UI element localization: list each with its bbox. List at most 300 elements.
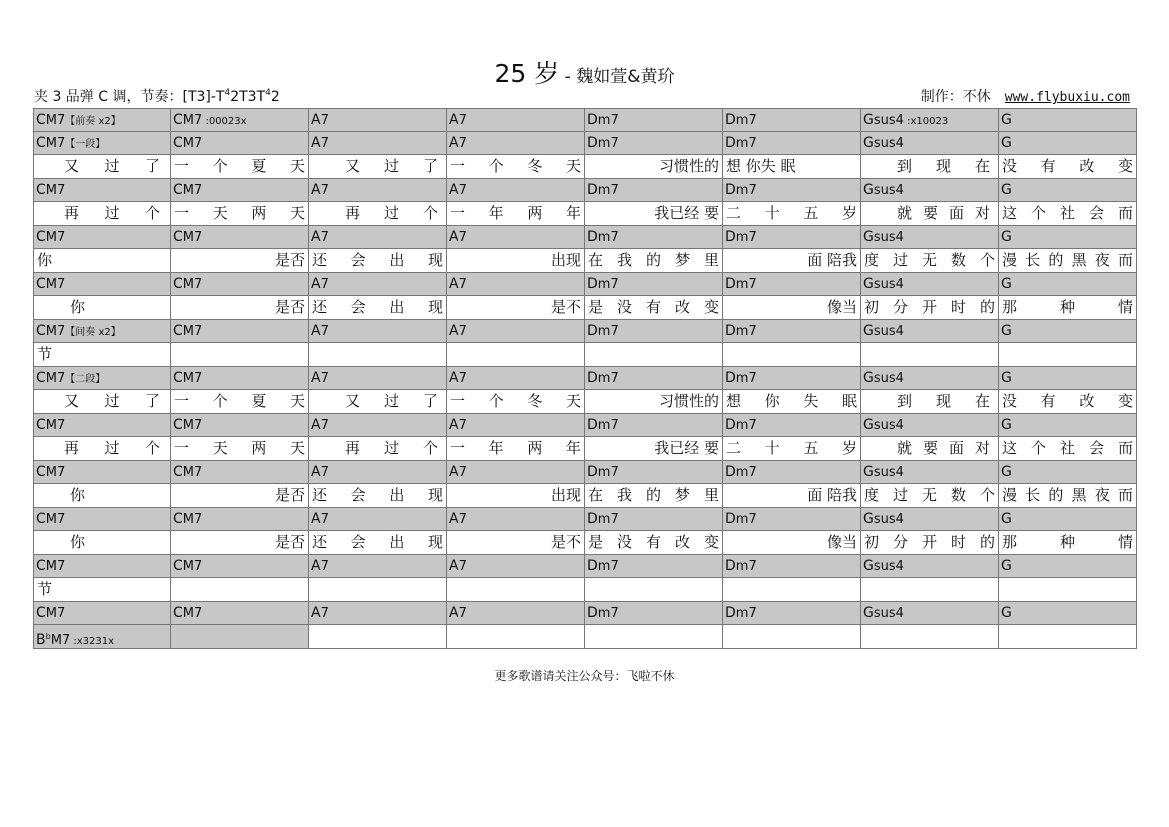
chord-extension: m7	[597, 229, 619, 245]
chord-root: G	[863, 322, 874, 339]
chord-root: A	[449, 557, 459, 574]
chord-root: G	[1001, 416, 1012, 433]
chord-root: C	[36, 557, 46, 574]
lyric-cell: 又过了	[309, 390, 447, 414]
chord-extension: 7	[458, 370, 467, 386]
lyric-cell	[999, 343, 1137, 367]
chord-cell	[447, 108, 585, 132]
chord-root: D	[587, 181, 598, 198]
chord-cell	[723, 132, 861, 156]
chord-cell	[171, 179, 309, 203]
lyric-cell: 在我的梦里	[585, 249, 723, 273]
chord-extension: 7	[320, 370, 329, 386]
chord-extension: sus4	[873, 464, 904, 480]
chord-root: G	[863, 112, 874, 128]
chord-extension: M7	[182, 276, 203, 292]
lyric-cell: 你	[33, 249, 171, 273]
lyric-row	[33, 296, 1137, 320]
chord-cell	[171, 132, 309, 156]
chord-extension: 7	[458, 113, 467, 128]
chord-cell	[309, 555, 447, 579]
chord-cell	[33, 132, 171, 156]
chord-extension: 7	[458, 605, 467, 621]
chord-extension: 7	[320, 229, 329, 245]
lyric-cell: 一个冬天	[447, 155, 585, 179]
chord-cell	[447, 179, 585, 203]
chord-root: A	[311, 416, 321, 433]
chord-root: G	[1001, 604, 1012, 621]
chord-cell	[585, 602, 723, 626]
chord-extension: sus4	[873, 135, 904, 151]
chord-extension: 7	[320, 276, 329, 292]
chord-cell	[171, 367, 309, 391]
chord-root: D	[725, 557, 736, 574]
chord-extension: M7	[45, 417, 66, 433]
chord-root: C	[36, 181, 46, 198]
lyric-cell	[171, 343, 309, 367]
chord-cell	[999, 602, 1137, 626]
chord-cell	[999, 108, 1137, 132]
chord-extension: m7	[597, 113, 619, 128]
chord-cell	[861, 367, 999, 391]
chord-cell	[999, 226, 1137, 250]
chord-extension: m7	[735, 511, 757, 527]
lyric-cell: 节	[33, 578, 171, 602]
chord-cell	[447, 602, 585, 626]
chord-cell	[585, 414, 723, 438]
chord-extension: M7	[182, 558, 203, 574]
chord-extension: 7	[458, 511, 467, 527]
lyric-cell: 面 陪我	[723, 249, 861, 273]
lyric-cell	[585, 343, 723, 367]
chord-root: D	[725, 275, 736, 292]
chord-root: G	[1001, 181, 1012, 198]
chord-root: D	[587, 463, 598, 480]
chord-extension: m7	[597, 558, 619, 574]
chord-note: 【二段】	[65, 373, 106, 385]
chord-root: C	[36, 134, 46, 151]
lyric-cell: 你	[33, 484, 171, 508]
chord-cell	[171, 508, 309, 532]
chord-root: C	[36, 463, 46, 480]
chord-cell	[723, 625, 861, 649]
chord-cell	[171, 461, 309, 485]
chord-cell	[585, 367, 723, 391]
chord-root: C	[36, 369, 46, 386]
chord-extension: M7	[50, 633, 71, 648]
chord-cell	[861, 226, 999, 250]
maker-info	[921, 86, 1130, 106]
lyric-cell: 再过个	[33, 202, 171, 226]
lyric-cell: 就要面对	[861, 202, 999, 226]
chord-cell	[585, 226, 723, 250]
chord-cell	[861, 461, 999, 485]
chord-root: D	[587, 228, 598, 245]
chord-root: A	[449, 416, 459, 433]
chord-cell	[723, 226, 861, 250]
chord-extension: 7	[320, 558, 329, 574]
chord-root: D	[725, 510, 736, 527]
chord-root: G	[1001, 322, 1012, 339]
chord-extension: M7	[45, 558, 66, 574]
lyric-cell	[861, 578, 999, 602]
chord-extension: 7	[458, 417, 467, 433]
chord-extension: m7	[735, 229, 757, 245]
chord-row	[33, 625, 1137, 649]
chord-extension: m7	[597, 417, 619, 433]
lyric-cell: 一个夏天	[171, 155, 309, 179]
chord-cell	[999, 625, 1137, 649]
chord-extension: 7	[320, 511, 329, 527]
chord-root: A	[449, 275, 459, 292]
lyric-cell: 那种情	[999, 296, 1137, 320]
chord-root: D	[587, 322, 598, 339]
chord-extension: 7	[320, 417, 329, 433]
chord-root: C	[173, 275, 183, 292]
lyric-cell: 初分开时的	[861, 531, 999, 555]
chord-cell	[723, 179, 861, 203]
chord-root: C	[173, 181, 183, 198]
rhythm-mid: 2T3T	[230, 89, 266, 105]
chord-extension: sus4	[873, 558, 904, 574]
chord-sheet	[33, 108, 1137, 649]
chord-cell	[309, 132, 447, 156]
chord-extension: 7	[458, 229, 467, 245]
lyric-row	[33, 390, 1137, 414]
chord-extension: sus4	[873, 511, 904, 527]
lyric-row	[33, 531, 1137, 555]
chord-cell	[861, 625, 999, 649]
lyric-cell: 你	[33, 531, 171, 555]
lyric-cell: 是否	[171, 484, 309, 508]
lyric-row	[33, 202, 1137, 226]
chord-note: :x3231x	[70, 636, 115, 647]
lyric-row	[33, 437, 1137, 461]
chord-cell	[723, 414, 861, 438]
chord-root: B	[36, 632, 46, 648]
chord-root: D	[587, 416, 598, 433]
chord-cell	[447, 555, 585, 579]
chord-root: G	[863, 416, 874, 433]
chord-cell	[33, 108, 171, 132]
chord-extension: m7	[597, 135, 619, 151]
chord-cell	[723, 555, 861, 579]
chord-cell	[447, 461, 585, 485]
chord-cell	[33, 555, 171, 579]
chord-note: :x10023	[903, 116, 949, 127]
lyric-cell: 漫长的黑夜而	[999, 249, 1137, 273]
lyric-cell: 还会出现	[309, 249, 447, 273]
chord-extension: m7	[735, 464, 757, 480]
chord-extension: 7	[458, 323, 467, 339]
chord-extension: M7	[182, 511, 203, 527]
chord-extension: M7	[45, 229, 66, 245]
lyric-cell: 这个社会而	[999, 437, 1137, 461]
chord-extension: M7	[182, 182, 203, 198]
chord-extension: sus4	[873, 417, 904, 433]
chord-root: A	[449, 510, 459, 527]
lyric-cell: 面 陪我	[723, 484, 861, 508]
lyric-cell: 没有改变	[999, 390, 1137, 414]
chord-extension: M7	[45, 276, 66, 292]
chord-root: A	[311, 134, 321, 151]
chord-cell	[723, 602, 861, 626]
chord-extension: 7	[320, 605, 329, 621]
chord-cell	[447, 226, 585, 250]
chord-extension: 7	[320, 135, 329, 151]
chord-cell	[447, 414, 585, 438]
lyric-cell: 还会出现	[309, 531, 447, 555]
chord-root: C	[173, 112, 183, 128]
chord-root: C	[36, 275, 46, 292]
chord-extension: m7	[735, 417, 757, 433]
chord-root: A	[311, 181, 321, 198]
lyric-cell	[585, 578, 723, 602]
chord-extension: m7	[597, 464, 619, 480]
chord-cell	[861, 414, 999, 438]
lyric-cell: 我已经 要	[585, 437, 723, 461]
chord-cell	[447, 508, 585, 532]
chord-cell	[447, 625, 585, 649]
chord-extension: 7	[320, 182, 329, 198]
lyric-cell: 就要面对	[861, 437, 999, 461]
chord-cell	[861, 602, 999, 626]
chord-root: G	[863, 181, 874, 198]
lyric-cell	[447, 343, 585, 367]
chord-root: D	[725, 228, 736, 245]
lyric-cell: 初分开时的	[861, 296, 999, 320]
chord-root: C	[36, 112, 46, 128]
chord-extension: M7	[182, 135, 203, 151]
lyric-cell: 度过无数个	[861, 249, 999, 273]
chord-root: G	[1001, 275, 1012, 292]
chord-root: C	[36, 604, 46, 621]
chord-cell	[33, 179, 171, 203]
chord-cell	[309, 367, 447, 391]
chord-root: A	[311, 369, 321, 386]
chord-cell	[585, 625, 723, 649]
lyric-cell: 出现	[447, 484, 585, 508]
chord-extension: m7	[735, 370, 757, 386]
chord-cell	[585, 555, 723, 579]
chord-root: D	[587, 369, 598, 386]
lyric-cell	[309, 343, 447, 367]
chord-cell	[309, 414, 447, 438]
chord-cell	[861, 508, 999, 532]
chord-cell	[33, 625, 171, 649]
lyric-cell	[723, 578, 861, 602]
chord-root: C	[36, 510, 46, 527]
chord-cell	[999, 273, 1137, 297]
chord-root: G	[863, 557, 874, 574]
chord-cell	[33, 414, 171, 438]
chord-cell	[33, 273, 171, 297]
chord-row	[33, 132, 1137, 156]
chord-row	[33, 461, 1137, 485]
chord-extension: sus4	[873, 370, 904, 386]
chord-extension: m7	[735, 323, 757, 339]
chord-extension: m7	[597, 276, 619, 292]
lyric-cell: 二十五岁	[723, 437, 861, 461]
chord-cell	[861, 320, 999, 344]
chord-cell	[861, 555, 999, 579]
lyric-cell	[447, 578, 585, 602]
chord-cell	[309, 179, 447, 203]
lyric-row	[33, 484, 1137, 508]
chord-extension: sus4	[873, 182, 904, 198]
chord-cell	[999, 508, 1137, 532]
chord-extension: M7	[182, 323, 203, 339]
chord-extension: M7	[182, 464, 203, 480]
chord-extension: m7	[597, 323, 619, 339]
chord-cell	[447, 273, 585, 297]
chord-root: D	[725, 463, 736, 480]
chord-root: A	[449, 369, 459, 386]
chord-root: D	[725, 604, 736, 621]
chord-cell	[999, 367, 1137, 391]
chord-cell	[999, 132, 1137, 156]
lyric-row	[33, 249, 1137, 273]
chord-cell	[309, 108, 447, 132]
lyric-cell: 没有改变	[999, 155, 1137, 179]
chord-cell	[171, 273, 309, 297]
chord-cell	[861, 132, 999, 156]
chord-root: D	[725, 181, 736, 198]
chord-cell	[585, 508, 723, 532]
chord-root: D	[587, 510, 598, 527]
chord-cell	[999, 179, 1137, 203]
chord-cell	[723, 320, 861, 344]
chord-root: D	[587, 557, 598, 574]
chord-root: G	[1001, 134, 1012, 151]
lyric-cell	[723, 343, 861, 367]
lyric-cell: 习惯性的	[585, 155, 723, 179]
chord-extension: sus4	[873, 605, 904, 621]
lyric-cell: 是没有改变	[585, 296, 723, 320]
chord-cell	[171, 108, 309, 132]
lyric-cell: 一天两天	[171, 437, 309, 461]
lyric-cell: 想 你失 眠	[723, 155, 861, 179]
chord-root: C	[173, 416, 183, 433]
chord-root: D	[725, 134, 736, 151]
chord-root: C	[173, 557, 183, 574]
chord-extension: M7	[182, 417, 203, 433]
chord-root: G	[863, 604, 874, 621]
capo-rhythm-info	[34, 86, 280, 106]
website-link[interactable]: www.flybuxiu.com	[1004, 90, 1130, 105]
chord-root: C	[173, 510, 183, 527]
chord-row	[33, 226, 1137, 250]
chord-cell	[171, 602, 309, 626]
lyric-cell: 一年两年	[447, 202, 585, 226]
chord-root: A	[449, 181, 459, 198]
chord-note: 【一段】	[65, 138, 106, 150]
chord-row	[33, 320, 1137, 344]
chord-cell	[33, 367, 171, 391]
chord-extension: sus4	[873, 229, 904, 245]
chord-extension: 7	[320, 323, 329, 339]
chord-extension: M7	[45, 605, 66, 621]
chord-cell	[723, 508, 861, 532]
song-title	[0, 54, 1169, 90]
chord-extension: 7	[458, 558, 467, 574]
chord-note: 【前奏 x2】	[65, 116, 121, 127]
chord-cell	[585, 461, 723, 485]
chord-extension: m7	[735, 113, 757, 128]
chord-accidental: b	[45, 632, 51, 641]
footer-note: 更多歌谱请关注公众号：飞啦不休	[494, 669, 675, 683]
chord-root: D	[587, 604, 598, 621]
chord-root: G	[863, 275, 874, 292]
chord-extension: M7	[45, 511, 66, 527]
chord-root: G	[863, 369, 874, 386]
lyric-cell: 在我的梦里	[585, 484, 723, 508]
lyric-cell: 是没有改变	[585, 531, 723, 555]
chord-root: A	[311, 557, 321, 574]
chord-cell	[999, 320, 1137, 344]
chord-cell	[171, 555, 309, 579]
chord-extension: sus4	[873, 113, 904, 128]
chord-root: G	[863, 228, 874, 245]
lyric-cell: 一年两年	[447, 437, 585, 461]
lyric-cell: 漫长的黑夜而	[999, 484, 1137, 508]
chord-row	[33, 414, 1137, 438]
chord-extension: sus4	[873, 276, 904, 292]
chord-root: D	[725, 112, 736, 128]
lyric-cell: 一个夏天	[171, 390, 309, 414]
lyric-row	[33, 578, 1137, 602]
chord-extension: m7	[735, 182, 757, 198]
chord-extension: m7	[597, 511, 619, 527]
chord-root: A	[449, 228, 459, 245]
chord-cell	[999, 555, 1137, 579]
chord-note: 【间奏 x2】	[65, 326, 121, 338]
chord-root: A	[449, 322, 459, 339]
lyric-cell: 再过个	[33, 437, 171, 461]
chord-cell	[171, 625, 309, 649]
lyric-cell: 又过了	[33, 155, 171, 179]
lyric-cell: 我已经 要	[585, 202, 723, 226]
chord-cell	[447, 367, 585, 391]
title-artist: - 魏如萱&黄玠	[559, 67, 675, 87]
chord-cell	[447, 320, 585, 344]
chord-extension: m7	[735, 135, 757, 151]
lyric-cell: 习惯性的	[585, 390, 723, 414]
lyric-cell: 度过无数个	[861, 484, 999, 508]
chord-note: :00023x	[202, 116, 247, 127]
chord-extension: m7	[597, 370, 619, 386]
chord-cell	[309, 226, 447, 250]
chord-root: D	[725, 322, 736, 339]
chord-root: G	[1001, 463, 1012, 480]
chord-cell	[309, 602, 447, 626]
chord-cell	[723, 461, 861, 485]
chord-cell	[861, 108, 999, 132]
lyric-cell: 这个社会而	[999, 202, 1137, 226]
chord-root: D	[587, 275, 598, 292]
lyric-cell: 像当	[723, 296, 861, 320]
chord-root: G	[1001, 228, 1012, 245]
chord-extension: M7	[182, 113, 203, 128]
chord-extension: 7	[458, 182, 467, 198]
lyric-cell	[999, 578, 1137, 602]
lyric-cell: 像当	[723, 531, 861, 555]
chord-cell	[585, 132, 723, 156]
chord-root: A	[449, 463, 459, 480]
chord-extension: 7	[458, 135, 467, 151]
chord-cell	[171, 226, 309, 250]
chord-cell	[33, 461, 171, 485]
